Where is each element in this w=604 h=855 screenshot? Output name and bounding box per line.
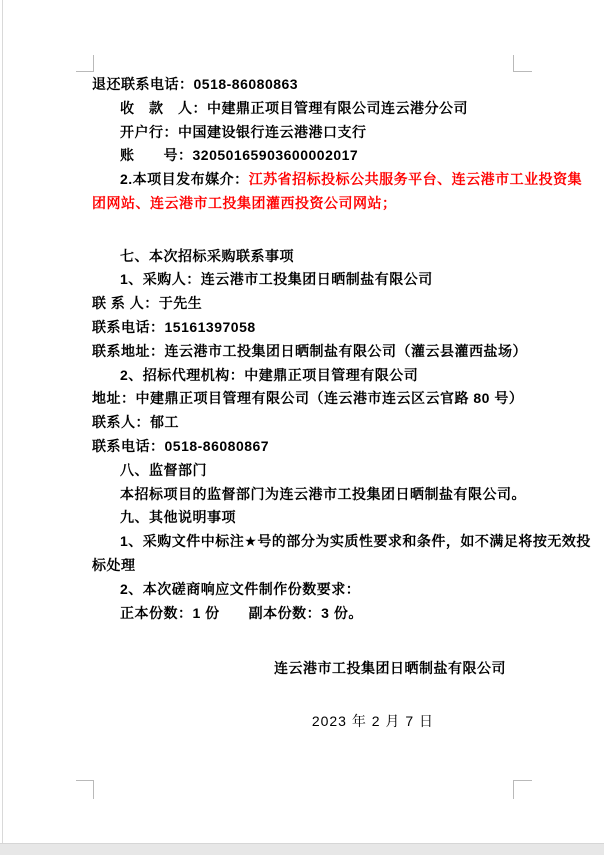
text-segment: 1、采购文件中标注★号的部分为实质性要求和条件，如不满足将按无效投	[120, 533, 591, 550]
blank-line	[92, 216, 514, 240]
document-line	[92, 340, 527, 364]
document-line	[92, 245, 514, 269]
text-segment: 联系人：郁工	[92, 414, 179, 431]
document-line	[92, 168, 583, 192]
document-line	[92, 387, 524, 411]
margin-mark-bottom-left	[76, 780, 94, 799]
margin-mark-top-left	[76, 55, 94, 72]
document-line	[92, 97, 514, 121]
document-text-area	[92, 73, 591, 734]
text-segment: 联系电话：15161397058	[92, 318, 256, 335]
text-segment: 2.本项目发布媒介：	[120, 171, 249, 188]
margin-mark-bottom-right	[513, 780, 532, 799]
text-segment: 2023 年 2 月 7 日	[311, 713, 434, 730]
page-left-edge-line	[2, 0, 3, 843]
document-line	[92, 554, 514, 578]
document-line	[92, 411, 514, 435]
document-line	[92, 268, 514, 292]
text-segment: 账 号：32050165903600002017	[120, 147, 359, 164]
text-segment: 正本份数：1 份 副本份数：3 份。	[120, 604, 363, 621]
text-segment: 2、招标代理机构：中建鼎正项目管理有限公司	[120, 366, 419, 383]
text-segment: 联系地址：连云港市工投集团日晒制盐有限公司（灌云县灌西盐场）	[92, 342, 527, 359]
highlighted-red-text: 江苏省招标投标公共服务平台、连云港市工业投资集	[248, 171, 583, 188]
text-segment: 九、其他说明事项	[120, 509, 236, 526]
text-segment: 收 款 人：中建鼎正项目管理有限公司连云港分公司	[120, 99, 468, 116]
document-line	[92, 316, 514, 340]
document-date-line	[92, 710, 514, 734]
document-line	[92, 483, 526, 507]
document-line	[92, 121, 514, 145]
highlighted-red-text: 团网站、连云港市工投集团灌西投资公司网站；	[92, 194, 397, 211]
text-segment: 连云港市工投集团日晒制盐有限公司	[274, 660, 506, 677]
text-segment: 标处理	[92, 556, 136, 573]
document-line	[92, 530, 591, 554]
document-line	[92, 506, 514, 530]
document-line	[92, 144, 514, 168]
text-segment: 七、本次招标采购联系事项	[120, 247, 294, 264]
text-segment: 联 系 人：于先生	[92, 295, 203, 312]
signature-company-line	[92, 657, 514, 681]
text-segment: 地址：中建鼎正项目管理有限公司（连云港市连云区云官路 80 号）	[92, 390, 524, 407]
document-line	[92, 292, 514, 316]
document-line	[92, 364, 514, 388]
text-segment: 本招标项目的监督部门为连云港市工投集团日晒制盐有限公司。	[120, 485, 526, 502]
text-segment: 退还联系电话：0518-86080863	[92, 76, 299, 92]
document-line	[92, 435, 514, 459]
document-line	[92, 73, 514, 97]
text-segment: 联系电话：0518-86080867	[92, 437, 270, 454]
text-segment: 开户行：中国建设银行连云港港口支行	[120, 123, 367, 140]
document-line	[92, 602, 514, 626]
document-line	[92, 578, 514, 602]
document-line	[92, 459, 514, 483]
text-segment: 八、监督部门	[120, 461, 207, 478]
text-segment: 2、本次磋商响应文件制作份数要求：	[120, 580, 361, 597]
document-line	[92, 192, 514, 216]
page-bottom-gap	[0, 843, 604, 855]
text-segment: 1、采购人：连云港市工投集团日晒制盐有限公司	[120, 271, 433, 288]
margin-mark-top-right	[513, 55, 532, 72]
